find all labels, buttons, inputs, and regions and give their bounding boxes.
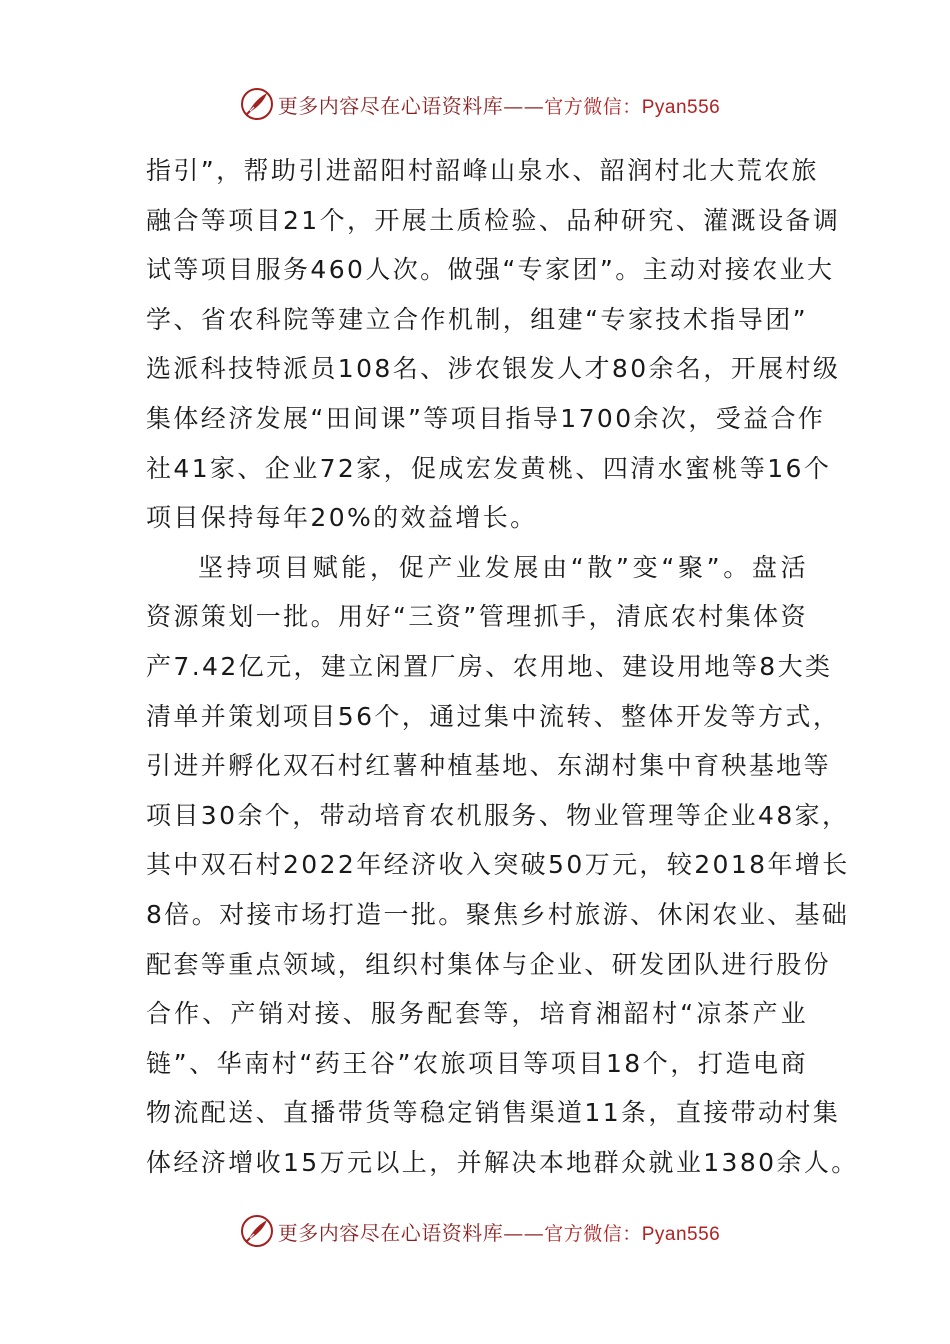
watermark-wechat-text: 官方微信：Pyan556 bbox=[544, 96, 721, 118]
text-line: 试等项目服务460人次。做强“专家团”。主动对接农业大 bbox=[146, 255, 835, 285]
footer-watermark bbox=[0, 1211, 950, 1251]
watermark-separator: —— bbox=[503, 93, 545, 118]
text-line: 集体经济发展“田间课”等项目指导1700余次，受益合作 bbox=[146, 403, 826, 433]
text-line: 配套等重点领域，组织村集体与企业、研发团队进行股份 bbox=[146, 949, 832, 979]
watermark-main-text: 更多内容尽在心语资料库 bbox=[277, 93, 504, 118]
watermark-text bbox=[278, 1217, 721, 1246]
watermark-group bbox=[240, 1214, 721, 1248]
watermark-wechat-text: 官方微信：Pyan556 bbox=[544, 1223, 721, 1245]
text-line: 引进并孵化双石村红薯种植基地、东湖村集中育秧基地等 bbox=[146, 751, 832, 781]
text-line: 融合等项目21个，开展土质检验、品种研究、灌溉设备调 bbox=[146, 205, 841, 235]
text-line: 合作、产销对接、服务配套等，培育湘韶村“凉茶产业 bbox=[146, 999, 808, 1029]
text-line: 8倍。对接市场打造一批。聚焦乡村旅游、休闲农业、基础 bbox=[146, 899, 850, 929]
text-line: 项目30余个，带动培育农机服务、物业管理等企业48家， bbox=[146, 800, 850, 830]
text-line: 其中双石村2022年经济收入突破50万元，较2018年增长 bbox=[146, 850, 850, 880]
paragraph bbox=[146, 543, 859, 1188]
text-line: 链”、华南村“药王谷”农旅项目等项目18个，打造电商 bbox=[146, 1048, 808, 1078]
text-line: 体经济增收15万元以上，并解决本地群众就业1380余人。 bbox=[146, 1147, 859, 1177]
text-line: 资源策划一批。用好“三资”管理抓手，清底农村集体资 bbox=[146, 602, 808, 632]
watermark-separator: —— bbox=[503, 1220, 545, 1245]
watermark-text bbox=[278, 90, 721, 119]
document-body bbox=[146, 146, 859, 1187]
header-watermark bbox=[0, 84, 950, 124]
watermark-main-text: 更多内容尽在心语资料库 bbox=[277, 1220, 504, 1245]
text-line: 指引”，帮助引进韶阳村韶峰山泉水、韶润村北大荒农旅 bbox=[146, 156, 819, 185]
text-line: 清单并策划项目56个，通过集中流转、整体开发等方式， bbox=[146, 701, 841, 731]
text-line: 项目保持每年20%的效益增长。 bbox=[146, 503, 538, 533]
text-line: 社41家、企业72家，促成宏发黄桃、四清水蜜桃等16个 bbox=[146, 453, 832, 483]
quill-pen-logo-icon bbox=[240, 1214, 274, 1248]
paragraph bbox=[146, 146, 841, 543]
text-line: 学、省农科院等建立合作机制，组建“专家技术指导团” bbox=[146, 304, 808, 334]
text-line: 产7.42亿元，建立闲置厂房、农用地、建设用地等8大类 bbox=[146, 651, 833, 681]
watermark-group bbox=[240, 87, 721, 121]
text-line: 坚持项目赋能，促产业发展由“散”变“聚”。盘活 bbox=[198, 552, 808, 582]
text-line: 物流配送、直播带货等稳定销售渠道11条，直接带动村集 bbox=[146, 1098, 841, 1128]
text-line: 选派科技特派员108名、涉农银发人才80余名，开展村级 bbox=[146, 354, 841, 384]
quill-pen-logo-icon bbox=[240, 87, 274, 121]
